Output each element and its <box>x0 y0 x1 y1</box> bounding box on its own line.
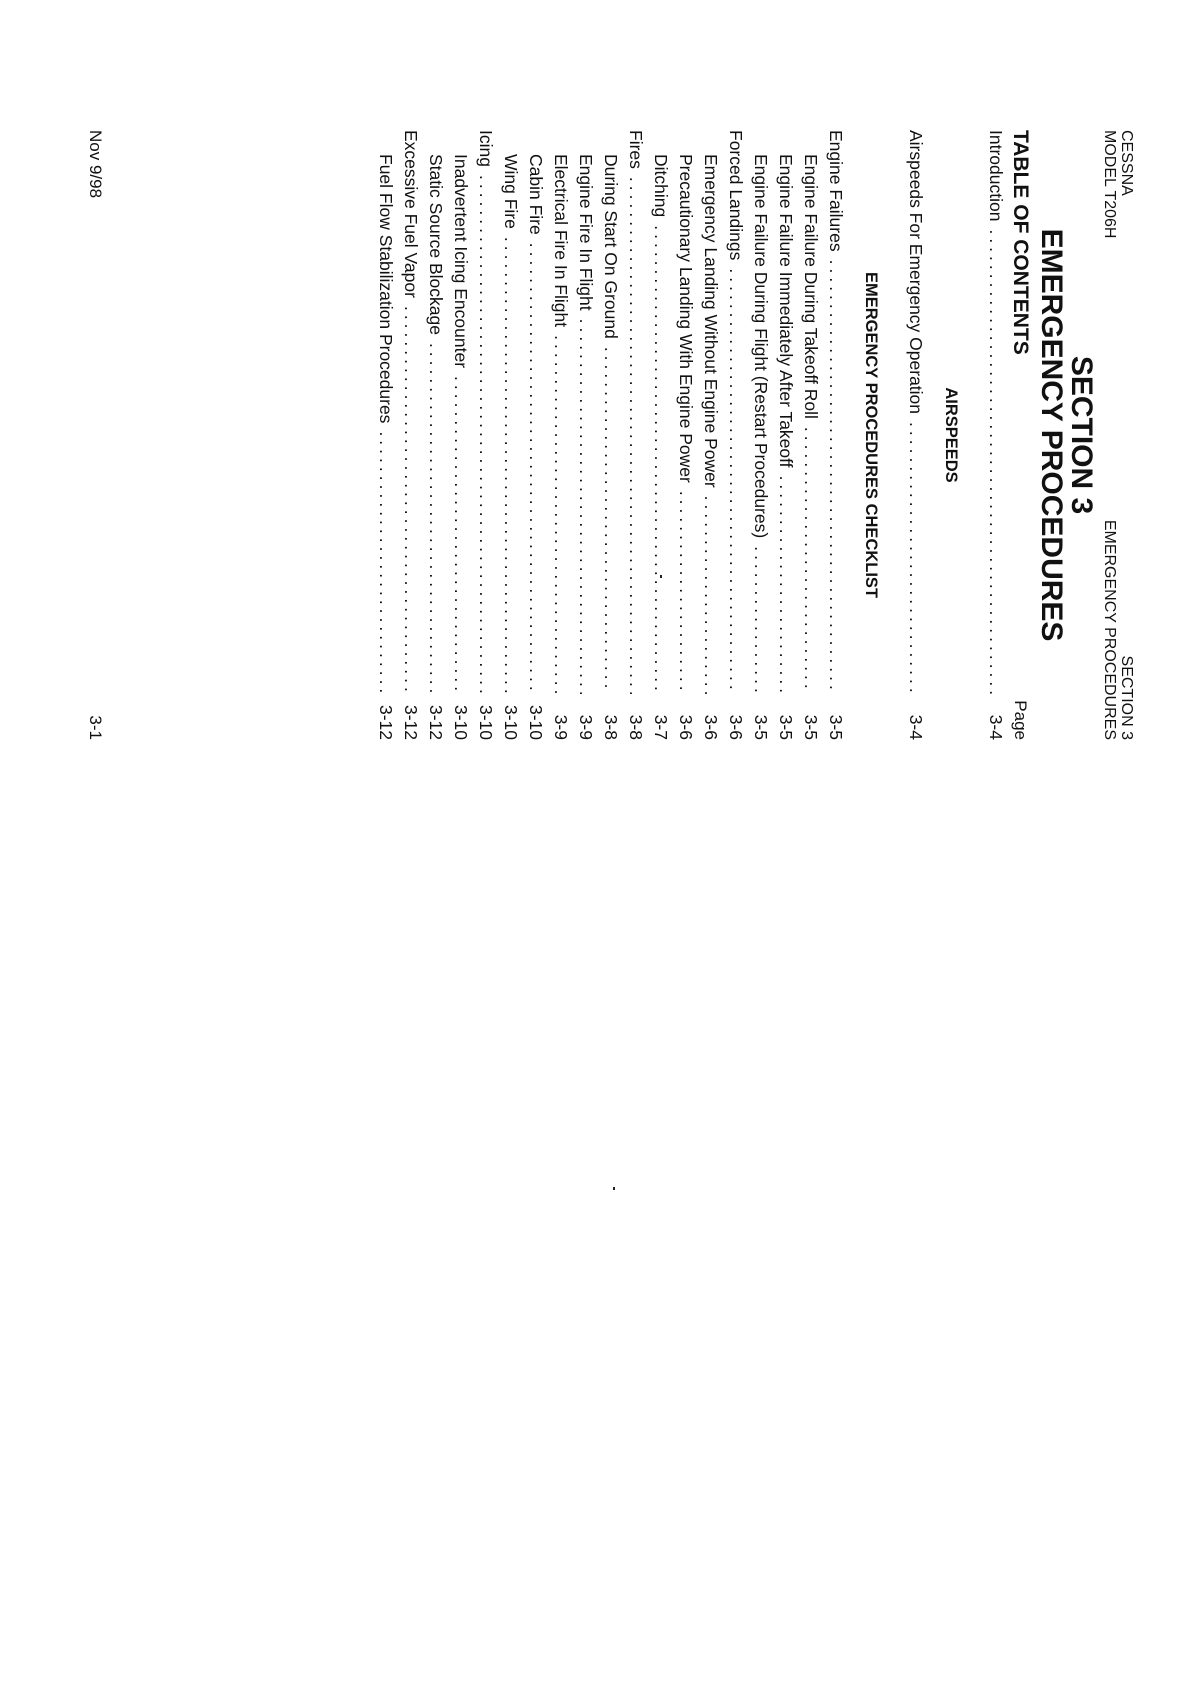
toc-heading-row <box>1008 130 1033 740</box>
toc-entry-label: Introduction <box>986 130 1006 222</box>
toc-entry <box>573 130 598 740</box>
toc-entry-page: 3-8 <box>626 714 646 740</box>
leader-dots <box>598 347 623 694</box>
leader-dots <box>498 237 523 694</box>
toc-entry <box>673 130 698 740</box>
toc-entry-label: Fires <box>626 130 646 169</box>
toc-entry-page: 3-6 <box>726 714 746 740</box>
toc-entry-page: 3-12 <box>426 704 446 740</box>
toc-entry-label: Static Source Blockage <box>426 154 446 335</box>
toc-entry-label: Cabin Fire <box>526 154 546 235</box>
leader-dots <box>448 376 473 694</box>
toc-entry-airspeeds <box>903 130 928 740</box>
toc-entry <box>598 130 623 740</box>
leader-dots <box>798 427 823 694</box>
toc-entry-label: Precautionary Landing With Engine Power <box>676 154 696 483</box>
leader-dots <box>823 260 848 694</box>
header-right <box>1101 520 1135 740</box>
toc-entry-label: Engine Failures <box>826 130 846 252</box>
scan-speck <box>660 575 662 578</box>
toc-entry <box>773 130 798 740</box>
header-model: MODEL T206H <box>1101 130 1118 239</box>
toc-entry <box>448 130 473 740</box>
toc-entry-label: Icing <box>476 130 496 167</box>
leader-dots <box>573 319 598 694</box>
toc-entry <box>523 130 548 740</box>
footer-page-number: 3-1 <box>86 715 105 740</box>
toc-entry-label: Airspeeds For Emergency Operation <box>906 130 926 415</box>
leader-dots <box>648 225 673 694</box>
leader-dots <box>398 306 423 694</box>
toc-entry-label: Excessive Fuel Vapor <box>401 130 421 298</box>
toc-entry <box>798 130 823 740</box>
header-left <box>1101 130 1135 238</box>
leader-dots <box>473 175 498 694</box>
toc-entry-label: Forced Landings <box>726 130 746 261</box>
toc-entry-label: Inadvertent Icing Encounter <box>451 154 471 369</box>
toc-entry <box>748 130 773 740</box>
toc-entry-page: 3-9 <box>551 714 571 740</box>
toc-entry-label: Engine Failure During Takeoff Roll <box>801 154 821 419</box>
toc-entry-page: 3-9 <box>576 714 596 740</box>
toc-entry <box>823 130 848 740</box>
toc-entry-label: Engine Failure Immediately After Takeoff <box>776 154 796 468</box>
toc-entry-label: Wing Fire <box>501 154 521 229</box>
toc-entry <box>373 130 398 740</box>
toc-title: TABLE OF CONTENTS <box>1009 130 1032 355</box>
toc-entry <box>423 130 448 740</box>
toc-entry <box>698 130 723 740</box>
toc-entry-page: 3-10 <box>451 704 471 740</box>
toc-entry-page: 3-5 <box>826 714 846 740</box>
toc-entry-page: 3-7 <box>651 714 671 740</box>
leader-dots <box>548 335 573 694</box>
toc-entry-page: 3-5 <box>801 714 821 740</box>
leader-dots <box>903 422 928 694</box>
airspeeds-heading: AIRSPEEDS <box>942 387 960 483</box>
leader-dots <box>773 476 798 694</box>
header-section-name: EMERGENCY PROCEDURES <box>1101 519 1118 740</box>
leader-dots <box>723 268 748 694</box>
toc-entry <box>623 130 648 740</box>
toc-entry-label: Fuel Flow Stabilization Procedures <box>376 154 396 424</box>
toc-entry-page: 3-6 <box>676 714 696 740</box>
toc-entry-label: Electrical Fire In Flight <box>551 154 571 328</box>
toc-entry-label: During Start On Ground <box>601 154 621 339</box>
toc-entry-label: Ditching <box>651 154 671 218</box>
page-column-label: Page <box>1011 700 1030 740</box>
running-header <box>1101 130 1135 740</box>
toc-entry <box>498 130 523 740</box>
page-footer <box>85 130 105 740</box>
toc-entry-page: 3-10 <box>476 704 496 740</box>
leader-dots <box>423 343 448 694</box>
page-title <box>1036 130 1096 740</box>
leader-dots <box>623 177 648 694</box>
leader-dots <box>673 491 698 694</box>
toc-entry <box>648 130 673 740</box>
toc-entry <box>473 130 498 740</box>
toc-entry-page: 3-4 <box>906 714 926 740</box>
toc-entry-label: Emergency Landing Without Engine Power <box>701 154 721 488</box>
toc-entry-page: 3-5 <box>751 714 771 740</box>
document-body <box>373 130 1135 740</box>
leader-dots <box>698 496 723 694</box>
toc-entry-introduction <box>983 130 1008 740</box>
leader-dots <box>748 546 773 694</box>
toc-entry-page: 3-8 <box>601 714 621 740</box>
checklist-entries <box>373 130 848 740</box>
toc-entry-page: 3-5 <box>776 714 796 740</box>
title-section-name: EMERGENCY PROCEDURES <box>1035 228 1068 642</box>
toc-entry-page: 3-12 <box>376 704 396 740</box>
toc-entry <box>398 130 423 740</box>
toc-entry <box>548 130 573 740</box>
leader-dots <box>373 431 398 694</box>
leader-dots <box>983 229 1008 694</box>
toc-entry <box>723 130 748 740</box>
checklist-heading: EMERGENCY PROCEDURES CHECKLIST <box>862 271 880 599</box>
toc-entry-page: 3-6 <box>701 714 721 740</box>
footer-date: Nov 9/98 <box>86 130 105 199</box>
header-section: SECTION 3 <box>1118 655 1135 740</box>
toc-entry-page: 3-12 <box>401 704 421 740</box>
toc-entry-page: 3-10 <box>526 704 546 740</box>
toc-entry-page: 3-4 <box>986 714 1006 740</box>
scan-speck <box>613 1187 615 1190</box>
toc-entry-label: Engine Failure During Flight (Restart Procedures) <box>751 154 771 539</box>
leader-dots <box>523 243 548 694</box>
title-section-number: SECTION 3 <box>1065 355 1098 515</box>
toc-entry-label: Engine Fire In Flight <box>576 154 596 311</box>
toc-entry-page: 3-10 <box>501 704 521 740</box>
header-manufacturer: CESSNA <box>1118 130 1135 196</box>
